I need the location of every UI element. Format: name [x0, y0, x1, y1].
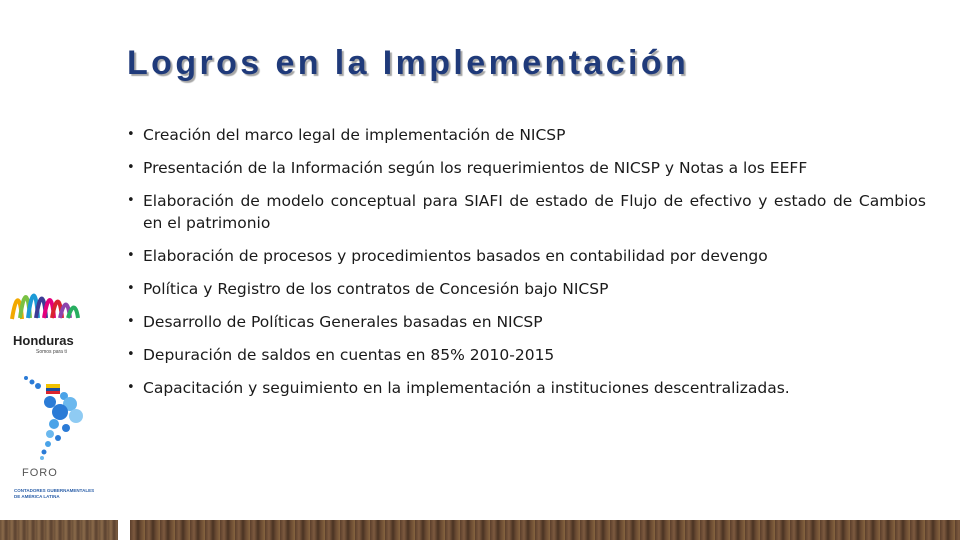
foro-logo-subtitle: CONTADORES GUBERNAMENTALES [14, 488, 95, 493]
bullet-text: Desarrollo de Políticas Generales basadas en NICSP [143, 313, 543, 331]
bullet-list-container [127, 124, 926, 410]
bullet-icon: • [127, 380, 135, 395]
bullet-item [127, 245, 926, 267]
bullet-icon: • [127, 347, 135, 362]
foro-logo-subtitle: DE AMÉRICA LATINA [14, 494, 60, 499]
bullet-text: Elaboración de modelo conceptual para SIAFI de estado de Flujo de efectivo y estado de Cambios en el patrimonio [143, 192, 926, 232]
bullet-item [127, 377, 926, 399]
bullet-text: Creación del marco legal de implementación de NICSP [143, 126, 566, 144]
bullet-icon: • [127, 314, 135, 329]
bullet-list [127, 124, 926, 399]
bullet-item [127, 278, 926, 300]
foro-logo-text: FORO [22, 467, 58, 479]
bullet-icon: • [127, 193, 135, 208]
bullet-item [127, 157, 926, 179]
bullet-text: Capacitación y seguimiento en la implementación a instituciones descentralizadas. [143, 379, 790, 397]
foro-logo-icon [10, 372, 106, 502]
slide-title: Logros en la Implementación [127, 44, 690, 82]
footer-texture-right [130, 520, 960, 540]
bullet-item [127, 124, 926, 146]
honduras-logo-tagline: Somos para ti [36, 349, 67, 355]
bullet-text: Elaboración de procesos y procedimientos basados en contabilidad por devengo [143, 247, 768, 265]
footer-texture-left [0, 520, 118, 540]
bullet-text: Política y Registro de los contratos de Concesión bajo NICSP [143, 280, 609, 298]
bullet-text: Presentación de la Información según los requerimientos de NICSP y Notas a los EEFF [143, 159, 808, 177]
bullet-item [127, 311, 926, 333]
honduras-logo-text: Honduras [13, 333, 74, 348]
bullet-icon: • [127, 281, 135, 296]
bullet-icon: • [127, 248, 135, 263]
bullet-item [127, 190, 926, 234]
bullet-icon: • [127, 160, 135, 175]
bullet-text: Depuración de saldos en cuentas en 85% 2010-2015 [143, 346, 555, 364]
bullet-icon: • [127, 127, 135, 142]
bullet-item [127, 344, 926, 366]
